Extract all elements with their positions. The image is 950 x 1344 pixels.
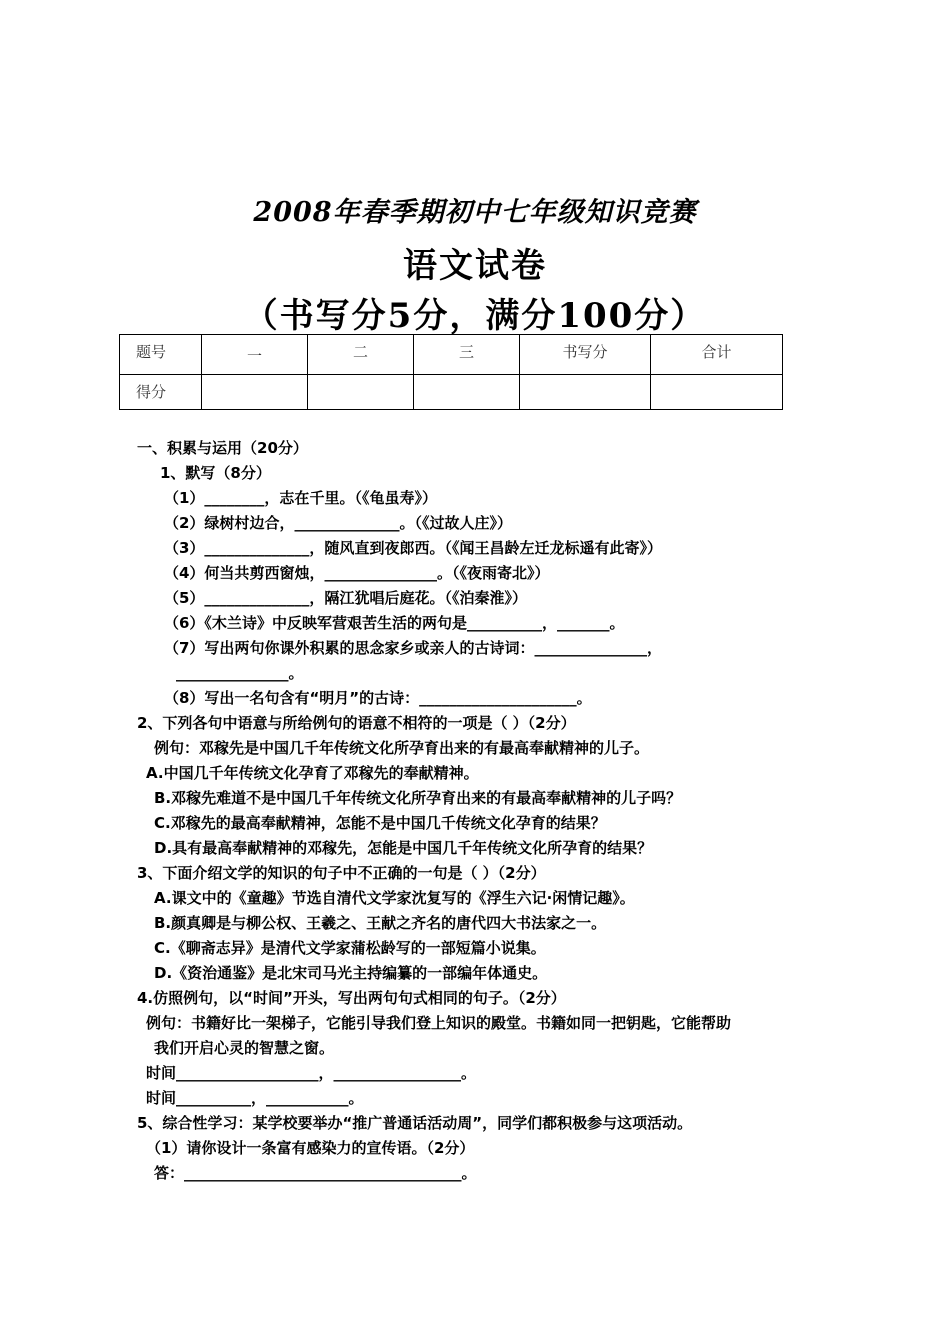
answer-line: 时间__________，___________。 [146, 1089, 364, 1107]
option-line: B.颜真卿是与柳公权、王羲之、王献之齐名的唐代四大书法家之一。 [154, 914, 607, 932]
example-sentence: 我们开启心灵的智慧之窗。 [154, 1039, 335, 1057]
score-input-cell [414, 375, 520, 410]
question-line: （7）写出两句你课外积累的思念家乡或亲人的古诗词：_______________， [164, 639, 662, 657]
question-line: （1）________，志在千里。（《龟虽寿》） [164, 489, 437, 507]
option-line: A.课文中的《童趣》节选自清代文学家沈复写的《浮生六记·闲情记趣》。 [154, 889, 635, 907]
score-input-cell [202, 375, 308, 410]
answer-line: 答：_____________________________________。 [154, 1164, 477, 1182]
score-input-cell [308, 375, 414, 410]
score-table-header-row [120, 335, 783, 375]
option-line: A.中国几千年传统文化孕育了邓稼先的奉献精神。 [146, 764, 479, 782]
score-table-cell: 一 [202, 335, 308, 375]
score-table-cell: 合计 [651, 335, 783, 375]
score-table-cell: 二 [308, 335, 414, 375]
question-line: （5）______________，隔江犹唱后庭花。（《泊秦淮》） [164, 589, 527, 607]
option-line: C.《聊斋志异》是清代文学家蒲松龄写的一部短篇小说集。 [154, 939, 546, 957]
question-heading: 2、下列各句中语意与所给例句的语意不相符的一项是（ ）（2分） [137, 714, 576, 732]
exam-title-line3: （书写分5分，满分100分） [243, 296, 707, 336]
exam-title-line1: 2008年春季期初中七年级知识竞赛 [253, 197, 697, 228]
score-table-score-row [120, 375, 783, 410]
score-table [119, 334, 783, 410]
option-line: C.邓稼先的最高奉献精神，怎能不是中国几千传统文化孕育的结果？ [154, 814, 606, 832]
question-line: （6）《木兰诗》中反映军营艰苦生活的两句是__________，_______。 [164, 614, 625, 632]
question-line: （2）绿树村边合，______________。（《过故人庄》） [164, 514, 512, 532]
question-line: （8）写出一名句含有“明月”的古诗：_____________________。 [164, 689, 592, 707]
example-sentence: 例句：书籍好比一架梯子，它能引导我们登上知识的殿堂。书籍如同一把钥匙，它能帮助 [146, 1014, 732, 1032]
question-heading: 3、下面介绍文学的知识的句子中不正确的一句是（ ）（2分） [137, 864, 546, 882]
exam-title-line2: 语文试卷 [403, 246, 547, 286]
question-line: _______________。 [176, 664, 304, 682]
question-heading: 4.仿照例句，以“时间”开头，写出两句句式相同的句子。（2分） [137, 989, 566, 1007]
score-table-cell: 三 [414, 335, 520, 375]
score-table-cell: 题号 [120, 335, 202, 375]
example-sentence: 例句：邓稼先是中国几千年传统文化所孕育出来的有最高奉献精神的儿子。 [154, 739, 650, 757]
section-heading: 一、积累与运用（20分） [137, 439, 308, 457]
score-input-cell [520, 375, 651, 410]
score-table-cell: 书写分 [520, 335, 651, 375]
question-heading: 5、综合性学习：某学校要举办“推广普通话活动周”，同学们都积极参与这项活动。 [137, 1114, 693, 1132]
question-line: （3）______________，随风直到夜郎西。（《闻王昌龄左迁龙标遥有此寄》） [164, 539, 662, 557]
option-line: D.《资治通鉴》是北宋司马光主持编纂的一部编年体通史。 [154, 964, 548, 982]
question-line: （4）何当共剪西窗烛，_______________。（《夜雨寄北》） [164, 564, 550, 582]
option-line: D.具有最高奉献精神的邓稼先，怎能是中国几千年传统文化所孕育的结果？ [154, 839, 653, 857]
score-input-cell [651, 375, 783, 410]
score-table-cell: 得分 [120, 375, 202, 410]
question-heading: 1、默写（8分） [160, 464, 271, 482]
option-line: B.邓稼先难道不是中国几千年传统文化所孕育出来的有最高奉献精神的儿子吗？ [154, 789, 682, 807]
question-line: （1）请你设计一条富有感染力的宣传语。（2分） [146, 1139, 475, 1157]
answer-line: 时间___________________，_________________。 [146, 1064, 477, 1082]
